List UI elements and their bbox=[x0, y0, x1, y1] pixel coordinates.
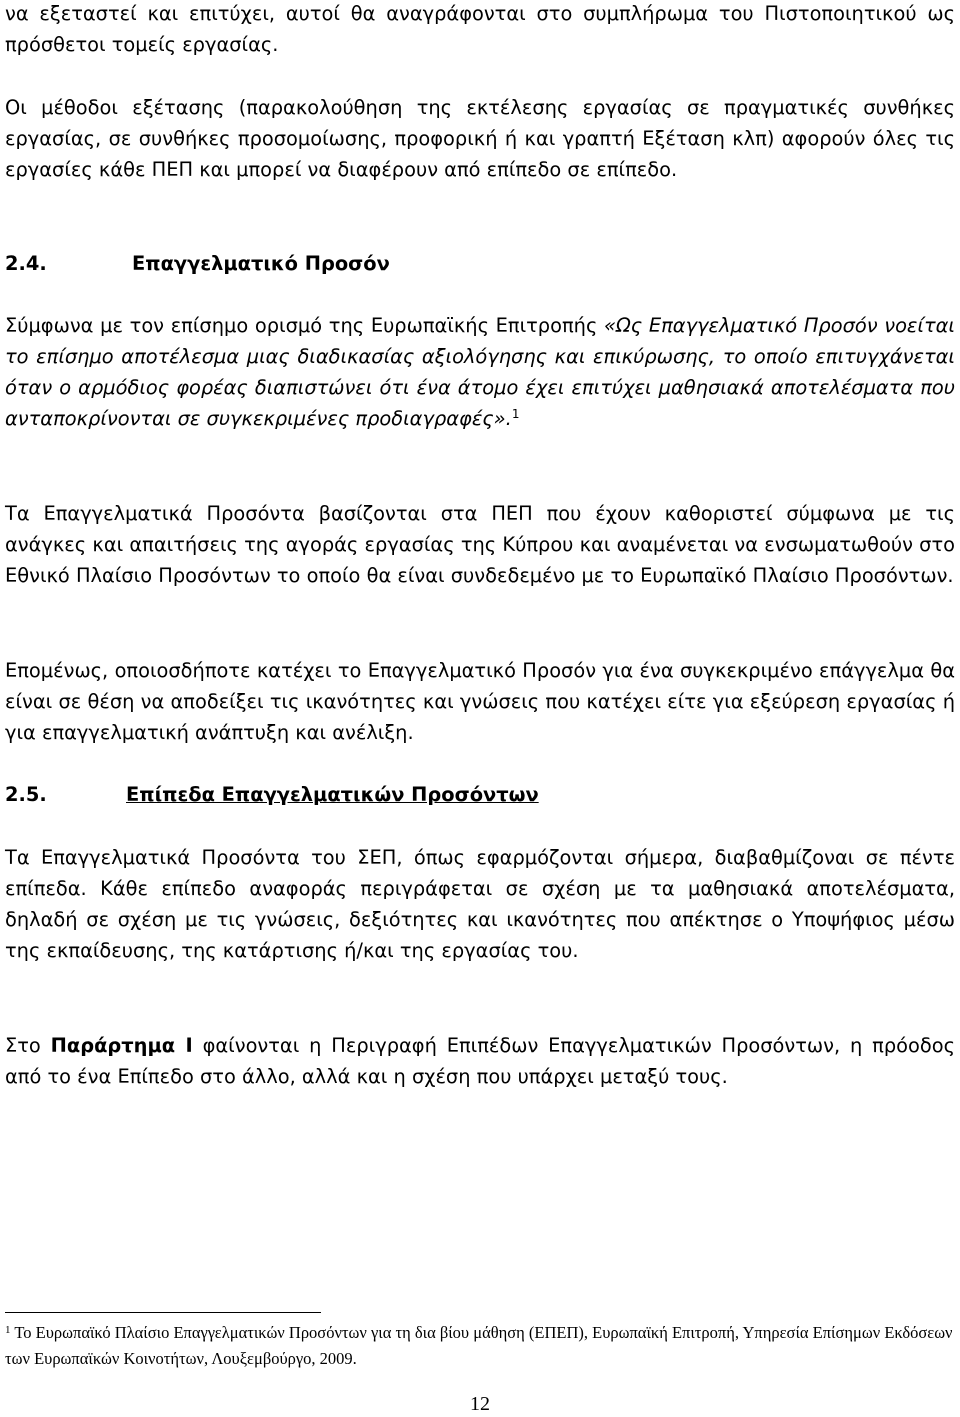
section-heading-2-5 bbox=[5, 779, 955, 810]
annex-reference: Παράρτημα Ι bbox=[50, 1034, 193, 1057]
footnote bbox=[5, 1320, 955, 1372]
footnote-reference: 1 bbox=[511, 407, 520, 421]
footnote-marker: 1 bbox=[5, 1324, 11, 1336]
methods-paragraph: Οι μέθοδοι εξέτασης (παρακολούθηση της εκτέλεσης εργασίας σε πραγματικές συνθήκες εργασίας, σε συνθήκες προσομοίωσης, προφορική ή και γραπτή Εξέταση κλπ) αφορούν όλες τις εργασίες κάθε ΠΕΠ και μπορεί να διαφέρουν από επίπεδο σε επίπεδο. bbox=[5, 96, 955, 181]
section-heading-2-4 bbox=[5, 248, 955, 279]
section-title: Επαγγελματικό Προσόν bbox=[132, 252, 390, 275]
section-number: 2.4. bbox=[5, 252, 47, 275]
consequence-paragraph: Επομένως, οποιοσδήποτε κατέχει το Επαγγελματικό Προσόν για ένα συγκεκριμένο επάγγελμα θα είναι σε θέση να αποδείξει τις ικανότητες και γνώσεις που κατέχει είτε για εξεύρεση εργασίας ή για επαγγελματική ανάπτυξη και ανέλιξη. bbox=[5, 659, 955, 744]
footnote-separator bbox=[5, 1312, 321, 1313]
footnote-text: Το Ευρωπαϊκό Πλαίσιο Επαγγελματικών Προσόντων για τη δια βίου μάθηση (ΕΠΕΠ), Ευρωπαϊκή Επιτροπή, Υπηρεσία Επίσημων Εκδόσεων των Ευρωπαϊκών Κοινοτήτων, Λουξεμβούργο, 2009. bbox=[5, 1323, 953, 1368]
definition-lead: Σύμφωνα με τον επίσημο ορισμό της Ευρωπαϊκής Επιτροπής bbox=[5, 314, 605, 337]
levels-paragraph: Τα Επαγγελματικά Προσόντα του ΣΕΠ, όπως εφαρμόζονται σήμερα, διαβαθμίζοναι σε πέντε επίπεδα. Κάθε επίπεδο αναφοράς περιγράφεται σε σχέση με τα μαθησιακά αποτελέσματα, δηλαδή σε σχέση με τις γνώσεις, δεξιότητες και ικανότητες που απέκτησε ο Υποψήφιος μέσω της εκπαίδευσης, της κατάρτισης ή/και της εργασίας του. bbox=[5, 846, 955, 962]
section-title: Επίπεδα Επαγγελματικών Προσόντων bbox=[126, 783, 539, 806]
definition-quote: «Ως Επαγγελματικό Προσόν νοείται το επίσημο αποτέλεσμα μιας διαδικασίας αξιολόγησης και επικύρωσης, το οποίο επιτυγχάνεται όταν ο αρμόδιος φορέας διαπιστώνει ότι ένα άτομο έχει επιτύχει μαθησιακά αποτελέσματα που ανταποκρίνονται σε συγκεκριμένες προδιαγραφές». bbox=[5, 314, 955, 430]
definition-paragraph bbox=[5, 310, 955, 434]
page-number: 12 bbox=[470, 1393, 490, 1415]
section-number: 2.5. bbox=[5, 783, 47, 806]
intro-paragraph: να εξεταστεί και επιτύχει, αυτοί θα αναγράφονται στο συμπλήρωμα του Πιστοποιητικού ως πρόσθετοι τομείς εργασίας. bbox=[5, 2, 955, 56]
annex-text-before: Στο bbox=[5, 1034, 51, 1057]
qualifications-paragraph: Τα Επαγγελματικά Προσόντα βασίζονται στα ΠΕΠ που έχουν καθοριστεί σύμφωνα με τις ανάγκες και απαιτήσεις της αγοράς εργασίας της Κύπρου και αναμένεται να ενσωματωθούν στο Εθνικό Πλαίσιο Προσόντων το οποίο θα είναι συνδεδεμένο με το Ευρωπαϊκό Πλαίσιο Προσόντων. bbox=[5, 502, 955, 587]
annex-paragraph bbox=[5, 1030, 955, 1092]
annex-text-after: φαίνονται η Περιγραφή Επιπέδων Επαγγελματικών Προσόντων, η πρόοδος από το ένα Επίπεδο στο άλλο, αλλά και η σχέση που υπάρχει μεταξύ τους. bbox=[5, 1034, 955, 1088]
